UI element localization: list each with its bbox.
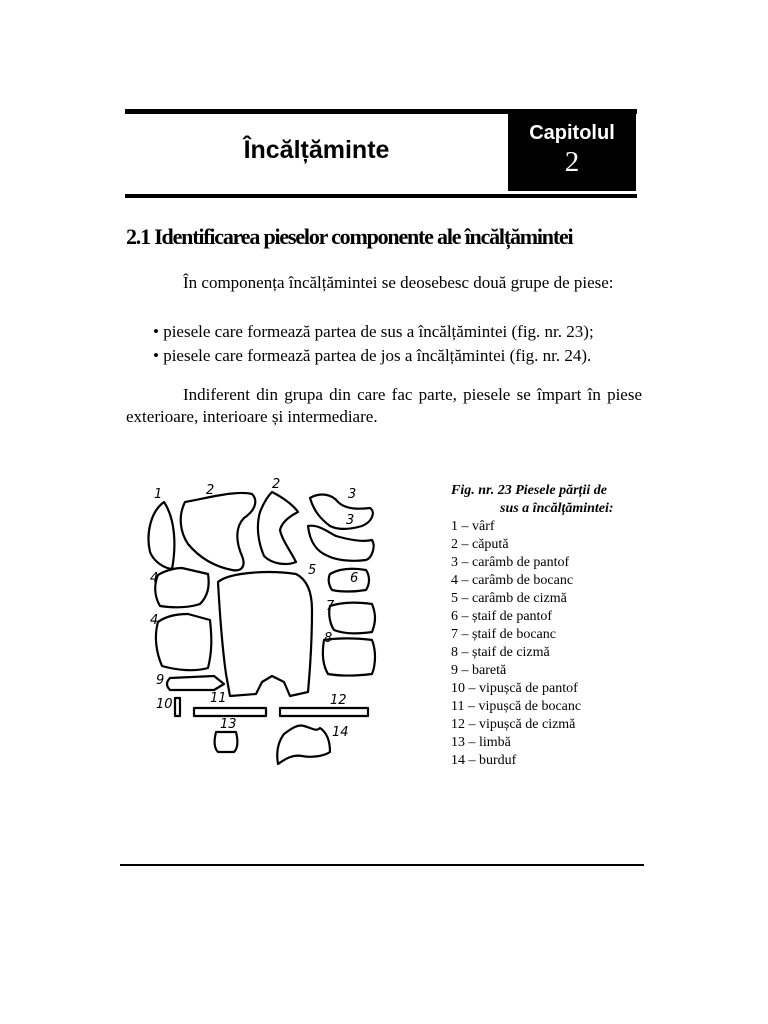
piece-9-bareta [167,676,224,690]
piece-number-9: 9 [156,673,165,688]
bullet-item-text: piesele care formează partea de sus a încălțămintei (fig. nr. 23); [163,322,594,341]
caption-title [451,482,651,518]
piece-number-13: 13 [220,717,237,732]
intro-paragraph-text: În componența încălțămintei se deosebesc două grupe de piese: [183,273,614,292]
legend-item: 6 – ștaif de pantof [451,609,553,624]
legend-item: 14 – burduf [451,753,517,768]
section-heading: 2.1 Identificarea pieselor componente ale încălțămintei [126,224,573,249]
piece-12-vipusca-cizma [280,708,368,716]
chapter-badge [508,114,636,191]
legend-item: 13 – limbă [451,735,511,750]
chapter-title: Încălțăminte [243,136,390,164]
bullet-icon: • [153,322,159,341]
figure-legend [451,518,651,770]
caption-title-line2: sus a încălțămintei: [500,501,614,516]
classification-paragraph-text: Indiferent din grupa din care fac parte, piesele se împart în piese exterioare, interioare și intermediare. [126,385,642,426]
piece-number-2b: 2 [272,477,281,492]
piece-number-1: 1 [154,487,163,502]
header-bottom-rule [125,194,637,198]
piece-13-limba [215,732,238,752]
piece-1-varf [149,502,175,569]
piece-number-6: 6 [350,571,359,586]
figure-caption [451,482,651,770]
piece-number-11: 11 [210,691,227,706]
piece-number-3: 3 [348,487,357,502]
shoe-pieces-drawing [140,470,430,800]
legend-item: 7 – ștaif de bocanc [451,627,556,642]
shoe-pieces-figure [140,470,430,800]
piece-number-7: 7 [326,599,335,614]
legend-item: 11 – vipușcă de bocanc [451,699,582,714]
piece-number-4b: 4 [150,613,159,628]
piece-5-caramb-cizma [218,572,312,696]
piece-number-5: 5 [308,563,317,578]
bullet-list [153,320,594,368]
piece-6-staif-pantof [329,569,369,592]
piece-number-4: 4 [150,571,159,586]
piece-11-vipusca-bocanc [194,708,266,716]
legend-item: 1 – vârf [451,519,495,534]
legend-item: 8 – ștaif de cizmă [451,645,550,660]
intro-paragraph [126,272,642,294]
piece-2-caputa-left [181,493,256,570]
piece-number-3b: 3 [346,513,355,528]
piece-7-staif-bocanc [329,603,375,634]
bullet-item-text: piesele care formează partea de jos a încălțămintei (fig. nr. 24). [163,346,592,365]
piece-number-10: 10 [156,697,173,712]
bullet-item [153,320,594,344]
legend-item: 3 – carâmb de pantof [451,555,570,570]
bullet-icon: • [153,346,159,365]
chapter-label: Capitolul [529,122,615,144]
bullet-item [153,344,594,368]
piece-4-caramb-bocanc-b [156,614,211,670]
piece-3-caramb-pantof [310,495,373,529]
piece-number-12: 12 [330,693,347,708]
legend-item: 2 – căpută [451,537,509,552]
piece-3-caramb-pantof-b [308,526,374,561]
classification-paragraph [126,384,642,428]
piece-2-caputa-right [258,492,298,564]
legend-item: 12 – vipușcă de cizmă [451,717,576,732]
piece-10-vipusca-pantof [175,698,180,716]
legend-item: 4 – carâmb de bocanc [451,573,574,588]
legend-item: 5 – carâmb de cizmă [451,591,567,606]
piece-number-2: 2 [206,483,215,498]
bottom-rule [120,864,644,866]
piece-14-burduf [277,725,330,764]
piece-number-14: 14 [332,725,349,740]
chapter-number: 2 [564,146,580,178]
piece-4-caramb-bocanc [155,568,209,607]
legend-item: 10 – vipușcă de pantof [451,681,578,696]
piece-number-8: 8 [324,631,333,646]
caption-title-line1: Fig. nr. 23 Piesele părții de [451,483,607,498]
legend-item: 9 – baretă [451,663,507,678]
